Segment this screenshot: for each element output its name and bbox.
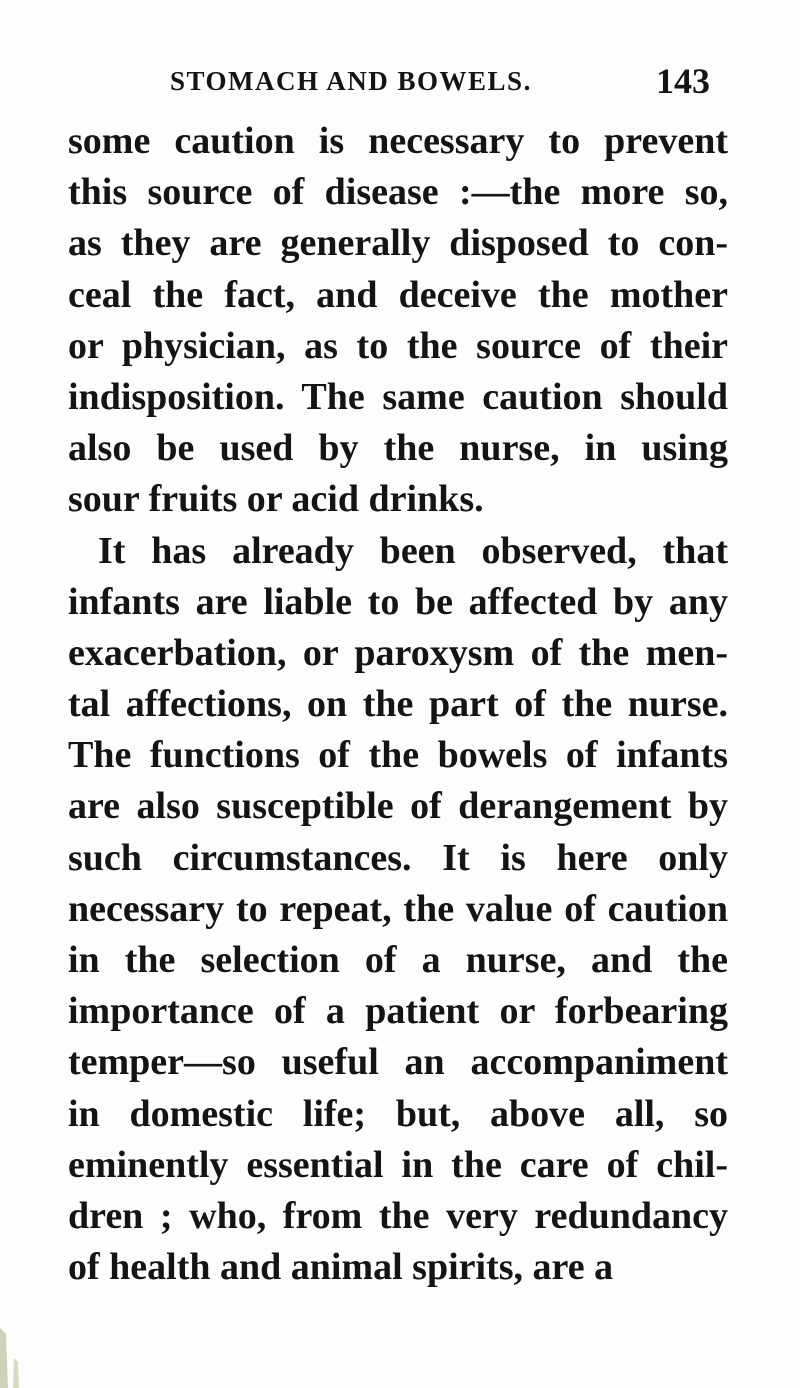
running-head: [170, 60, 710, 110]
text-line: dren ; who, from the very redundancy: [68, 1194, 728, 1237]
text-line: in domestic life; but, above all, so: [68, 1092, 728, 1135]
text-line: of health and animal spirits, are a: [68, 1246, 614, 1289]
text-line: or physician, as to the source of their: [68, 324, 728, 367]
text-line: importance of a patient or forbearing: [68, 990, 728, 1033]
text-line: tal affections, on the part of the nurse.: [68, 683, 728, 726]
text-line: ceal the fact, and deceive the mother: [68, 273, 728, 316]
page-number: 143: [656, 61, 710, 101]
text-line: some caution is necessary to prevent: [68, 120, 728, 162]
text-line: this source of disease :—the more so,: [68, 171, 728, 214]
text-line: sour fruits or acid drinks.: [68, 478, 484, 521]
text-line: exacerbation, or paroxysm of the men-: [68, 631, 728, 674]
page-edge-mark: [0, 1328, 28, 1388]
text-line: as they are generally disposed to con-: [68, 222, 728, 265]
text-line: necessary to repeat, the value of caution: [68, 887, 728, 930]
running-title: STOMACH AND BOWELS.: [170, 66, 532, 96]
text-line: such circumstances. It is here only: [68, 836, 728, 879]
text-line: in the selection of a nurse, and the: [68, 939, 728, 981]
text-line: temper—so useful an accompaniment: [68, 1041, 728, 1084]
text-line: indisposition. The same caution should: [68, 375, 728, 418]
text-line: also be used by the nurse, in using: [68, 427, 728, 470]
text-line: eminently essential in the care of chil-: [68, 1143, 728, 1186]
text-line: infants are liable to be affected by any: [68, 580, 728, 623]
text-line: It has already been observed, that: [98, 529, 728, 572]
body-text: [68, 116, 728, 1293]
paragraph-1: [68, 116, 728, 526]
text-line: are also susceptible of derangement by: [68, 785, 728, 828]
text-line: The functions of the bowels of infants: [68, 734, 728, 777]
paragraph-2: [68, 526, 728, 1294]
